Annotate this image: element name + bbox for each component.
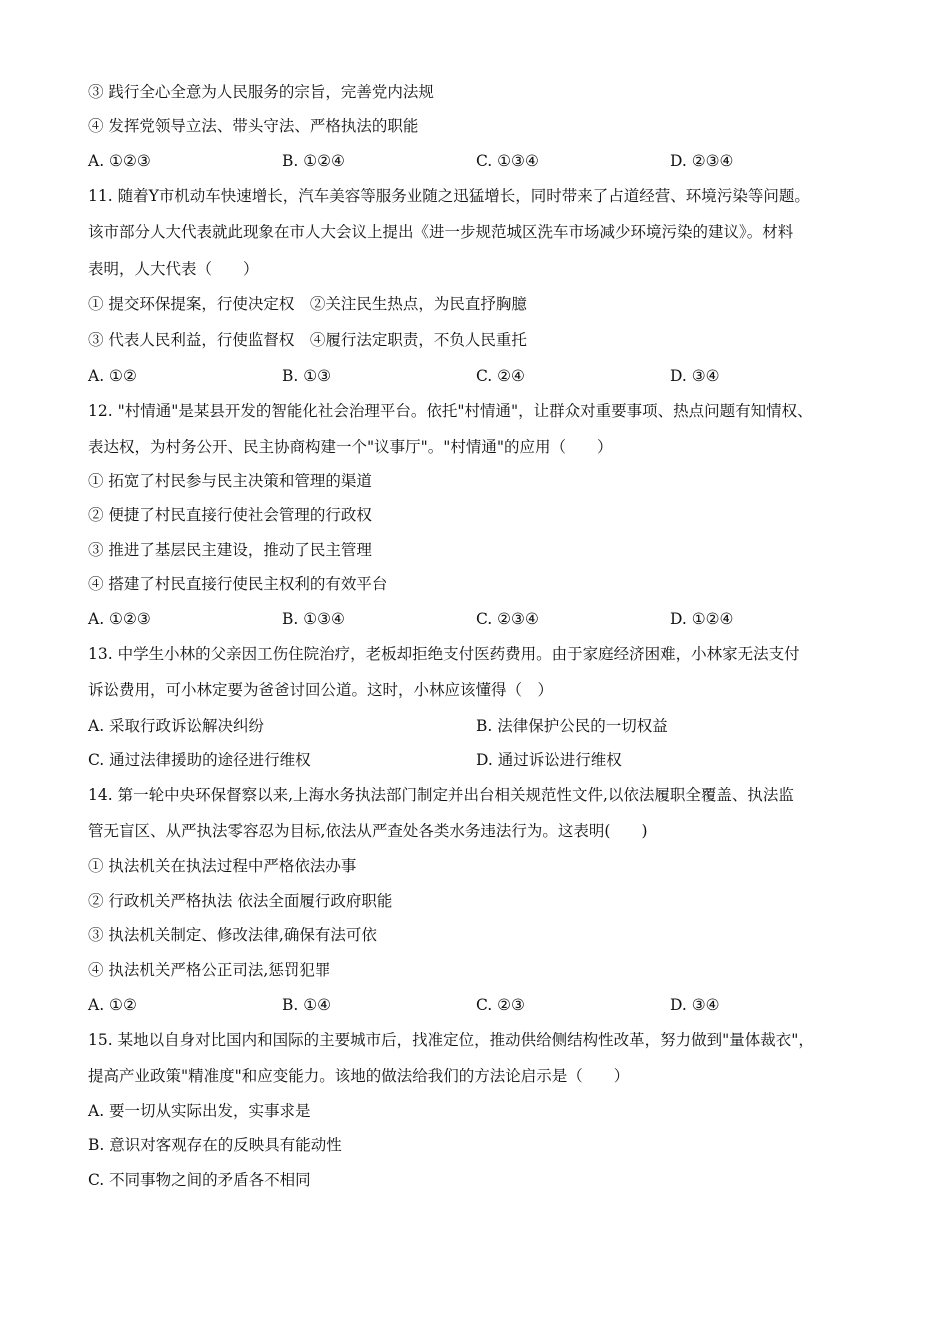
q13-option-c: C. 通过法律援助的途径进行维权 — [88, 751, 311, 769]
q11-option-b: B. ①③ — [282, 367, 332, 385]
q14-item-1: ① 执法机关在执法过程中严格依法办事 — [88, 857, 357, 875]
q11-items-line-1: ① 提交环保提案，行使决定权 ②关注民生热点，为民直抒胸臆 — [88, 295, 527, 313]
q15-option-a: A. 要一切从实际出发，实事求是 — [88, 1102, 311, 1120]
q13-option-b: B. 法律保护公民的一切权益 — [476, 717, 668, 735]
q11-option-d: D. ③④ — [670, 367, 720, 385]
q11-items-line-2: ③ 代表人民利益，行使监督权 ④履行法定职责，不负人民重托 — [88, 331, 527, 349]
q15-stem-line-1: 15. 某地以自身对比国内和国际的主要城市后，找准定位，推动供给侧结构性改革，努力做到"量体裁衣"， — [88, 1031, 814, 1049]
q12-option-b: B. ①③④ — [282, 610, 345, 628]
q14-item-4: ④ 执法机关严格公正司法,惩罚犯罪 — [88, 961, 331, 979]
q14-stem-line-1: 14. 第一轮中央环保督察以来,上海水务执法部门制定并出台相关规范性文件,以依法履职全覆盖、执法监 — [88, 786, 794, 804]
q10-item-3: ③ 践行全心全意为人民服务的宗旨，完善党内法规 — [88, 83, 434, 101]
q14-option-a: A. ①② — [88, 996, 137, 1014]
q12-item-2: ② 便捷了村民直接行使社会管理的行政权 — [88, 506, 372, 524]
q10-option-b: B. ①②④ — [282, 152, 345, 170]
q12-item-4: ④ 搭建了村民直接行使民主权利的有效平台 — [88, 575, 388, 593]
q14-stem-line-2: 管无盲区、从严执法零容忍为目标,依法从严查处各类水务违法行为。这表明( ) — [88, 822, 648, 840]
q13-stem-line-1: 13. 中学生小林的父亲因工伤住院治疗，老板却拒绝支付医药费用。由于家庭经济困难，小林家无法支付 — [88, 645, 800, 663]
q12-option-c: C. ②③④ — [476, 610, 539, 628]
q10-option-c: C. ①③④ — [476, 152, 539, 170]
q11-stem-line-3: 表明，人大代表（ ） — [88, 260, 259, 278]
q15-stem-line-2: 提高产业政策"精准度"和应变能力。该地的做法给我们的方法论启示是（ ） — [88, 1067, 630, 1085]
q13-option-a: A. 采取行政诉讼解决纠纷 — [88, 717, 265, 735]
q11-option-c: C. ②④ — [476, 367, 525, 385]
q12-item-1: ① 拓宽了村民参与民主决策和管理的渠道 — [88, 472, 372, 490]
q13-stem-line-2: 诉讼费用，可小林定要为爸爸讨回公道。这时，小林应该懂得（ ） — [88, 681, 554, 699]
q14-item-3: ③ 执法机关制定、修改法律,确保有法可依 — [88, 926, 377, 944]
q14-option-d: D. ③④ — [670, 996, 720, 1014]
q14-option-b: B. ①④ — [282, 996, 332, 1014]
q10-item-4: ④ 发挥党领导立法、带头守法、严格执法的职能 — [88, 117, 419, 135]
q12-stem-line-2: 表达权，为村务公开、民主协商构建一个"议事厅"。"村情通"的应用（ ） — [88, 438, 613, 456]
q12-item-3: ③ 推进了基层民主建设，推动了民主管理 — [88, 541, 372, 559]
q12-option-a: A. ①②③ — [88, 610, 151, 628]
q13-option-d: D. 通过诉讼进行维权 — [476, 751, 622, 769]
q12-stem-line-1: 12. "村情通"是某县开发的智能化社会治理平台。依托"村情通"，让群众对重要事项、热点问题有知情权、 — [88, 402, 813, 420]
q10-option-d: D. ②③④ — [670, 152, 734, 170]
q14-option-c: C. ②③ — [476, 996, 525, 1014]
q12-option-d: D. ①②④ — [670, 610, 734, 628]
q11-stem-line-1: 11. 随着Y市机动车快速增长，汽车美容等服务业随之迅猛增长，同时带来了占道经营、环境污染等问题。 — [88, 187, 810, 205]
q11-option-a: A. ①② — [88, 367, 137, 385]
q14-item-2: ② 行政机关严格执法 依法全面履行政府职能 — [88, 892, 393, 910]
q10-option-a: A. ①②③ — [88, 152, 151, 170]
q15-option-c: C. 不同事物之间的矛盾各不相同 — [88, 1171, 311, 1189]
q15-option-b: B. 意识对客观存在的反映具有能动性 — [88, 1136, 342, 1154]
q11-stem-line-2: 该市部分人大代表就此现象在市人大会议上提出《进一步规范城区洗车市场减少环境污染的建议》。材料 — [88, 223, 794, 241]
